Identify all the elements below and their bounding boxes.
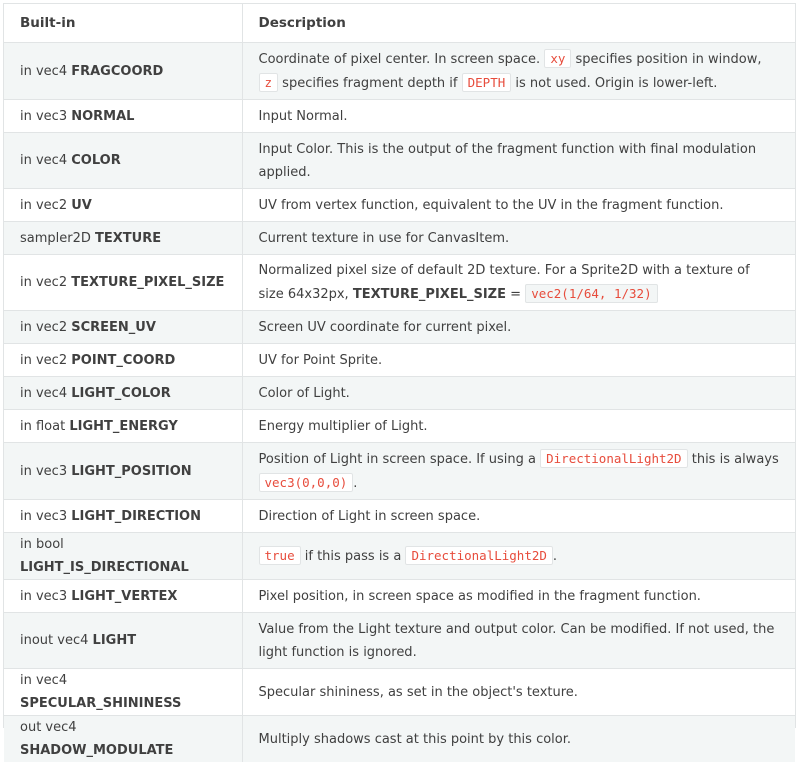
builtin-cell — [4, 716, 242, 762]
description-text: specifies position in window, — [576, 52, 762, 67]
description-cell — [242, 580, 795, 613]
table-row — [4, 500, 795, 533]
table-row — [4, 43, 795, 100]
inline-code: DEPTH — [462, 73, 512, 92]
builtin-type: out vec4 — [20, 720, 77, 735]
builtin-name: UV — [71, 198, 92, 213]
table-row — [4, 189, 795, 222]
description-cell — [242, 255, 795, 311]
description-text: Input Color. This is the output of the fragment function with final modulation applied. — [259, 142, 757, 180]
description-cell — [242, 311, 795, 344]
builtin-type: in float — [20, 419, 65, 434]
description-text: if this pass is a — [305, 549, 402, 564]
inline-code: DirectionalLight2D — [405, 546, 552, 565]
table-row — [4, 669, 795, 716]
builtin-name: FRAGCOORD — [71, 64, 163, 79]
builtin-cell — [4, 410, 242, 443]
description-text: specifies fragment depth if — [282, 76, 457, 91]
builtin-cell — [4, 443, 242, 500]
description-text: Pixel position, in screen space as modified in the fragment function. — [259, 589, 701, 604]
builtin-name: LIGHT — [93, 633, 137, 648]
builtin-name: POINT_COORD — [71, 353, 175, 368]
table-row — [4, 410, 795, 443]
description-text: Current texture in use for CanvasItem. — [259, 231, 510, 246]
table-row — [4, 443, 795, 500]
builtin-type: in vec3 — [20, 589, 67, 604]
description-text: . — [353, 476, 357, 491]
header-description: Description — [242, 4, 795, 43]
description-cell — [242, 222, 795, 255]
table-row — [4, 133, 795, 189]
description-cell — [242, 133, 795, 189]
builtin-cell — [4, 580, 242, 613]
builtin-name: SHADOW_MODULATE — [20, 743, 173, 758]
builtin-type: in vec4 — [20, 386, 67, 401]
table-row — [4, 344, 795, 377]
description-cell — [242, 189, 795, 222]
builtins-table-container — [3, 3, 796, 728]
description-text: . — [553, 549, 557, 564]
builtin-name: SCREEN_UV — [71, 320, 156, 335]
header-builtin: Built-in — [4, 4, 242, 43]
table-row — [4, 613, 795, 669]
builtin-type: in vec3 — [20, 109, 67, 124]
description-text: Value from the Light texture and output color. Can be modified. If not used, the light function is ignored. — [259, 622, 775, 660]
builtin-cell — [4, 344, 242, 377]
builtin-name: TEXTURE_PIXEL_SIZE — [71, 275, 224, 290]
description-text: Multiply shadows cast at this point by this color. — [259, 732, 572, 747]
table-row — [4, 533, 795, 580]
builtin-name: LIGHT_DIRECTION — [71, 509, 201, 524]
inline-code: xy — [544, 49, 571, 68]
table-row — [4, 716, 795, 762]
description-text: Color of Light. — [259, 386, 350, 401]
description-cell — [242, 533, 795, 580]
description-cell — [242, 344, 795, 377]
builtin-type: in bool — [20, 537, 64, 552]
builtin-cell — [4, 613, 242, 669]
description-text: this is always — [692, 452, 779, 467]
inline-code: true — [259, 546, 301, 565]
builtin-name: TEXTURE — [95, 231, 161, 246]
description-text: Normalized pixel size of default 2D texture. For a Sprite2D with a texture of size 64x32px, — [259, 263, 750, 302]
description-text: Screen UV coordinate for current pixel. — [259, 320, 512, 335]
bold-reference: TEXTURE_PIXEL_SIZE — [353, 287, 506, 302]
description-cell — [242, 410, 795, 443]
description-text: UV from vertex function, equivalent to the UV in the fragment function. — [259, 198, 724, 213]
description-cell — [242, 100, 795, 133]
description-text: Position of Light in screen space. If using a — [259, 452, 536, 467]
builtin-type: sampler2D — [20, 231, 91, 246]
description-cell — [242, 377, 795, 410]
table-row — [4, 580, 795, 613]
table-row — [4, 377, 795, 410]
description-cell — [242, 669, 795, 716]
description-cell — [242, 443, 795, 500]
builtin-cell — [4, 100, 242, 133]
table-header-row — [4, 4, 795, 43]
builtin-cell — [4, 533, 242, 580]
builtin-name: COLOR — [71, 153, 120, 168]
builtin-cell — [4, 189, 242, 222]
builtin-cell — [4, 222, 242, 255]
description-text: Specular shininess, as set in the object's texture. — [259, 685, 578, 700]
builtin-name: LIGHT_POSITION — [71, 464, 191, 479]
builtin-name: LIGHT_IS_DIRECTIONAL — [20, 560, 189, 575]
inline-code: vec2(1/64, 1/32) — [525, 284, 657, 303]
builtin-type: in vec4 — [20, 673, 67, 688]
builtin-name: LIGHT_ENERGY — [69, 419, 178, 434]
builtin-type: in vec4 — [20, 64, 67, 79]
description-cell — [242, 500, 795, 533]
builtins-table — [4, 4, 795, 762]
description-cell — [242, 43, 795, 100]
builtin-type: in vec2 — [20, 275, 67, 290]
builtin-type: inout vec4 — [20, 633, 88, 648]
description-cell — [242, 716, 795, 762]
builtin-type: in vec3 — [20, 464, 67, 479]
builtin-type: in vec2 — [20, 353, 67, 368]
table-row — [4, 100, 795, 133]
builtin-cell — [4, 311, 242, 344]
description-text: Energy multiplier of Light. — [259, 419, 428, 434]
builtin-name: LIGHT_COLOR — [71, 386, 171, 401]
description-text: Direction of Light in screen space. — [259, 509, 481, 524]
builtin-cell — [4, 255, 242, 311]
description-cell — [242, 613, 795, 669]
builtin-cell — [4, 133, 242, 189]
builtin-cell — [4, 669, 242, 716]
builtin-name: LIGHT_VERTEX — [71, 589, 177, 604]
builtin-type: in vec2 — [20, 320, 67, 335]
builtin-type: in vec2 — [20, 198, 67, 213]
builtin-type: in vec3 — [20, 509, 67, 524]
table-row — [4, 222, 795, 255]
inline-code: z — [259, 73, 279, 92]
builtin-cell — [4, 43, 242, 100]
inline-code: DirectionalLight2D — [540, 449, 687, 468]
builtin-cell — [4, 500, 242, 533]
builtin-cell — [4, 377, 242, 410]
description-text: is not used. Origin is lower-left. — [515, 76, 717, 91]
description-text: Coordinate of pixel center. In screen space. — [259, 52, 541, 67]
description-text: Input Normal. — [259, 109, 348, 124]
builtin-name: SPECULAR_SHININESS — [20, 696, 181, 711]
builtin-name: NORMAL — [71, 109, 134, 124]
table-row — [4, 255, 795, 311]
table-row — [4, 311, 795, 344]
description-text: = — [510, 287, 521, 302]
builtin-type: in vec4 — [20, 153, 67, 168]
description-text: UV for Point Sprite. — [259, 353, 383, 368]
inline-code: vec3(0,0,0) — [259, 473, 354, 492]
